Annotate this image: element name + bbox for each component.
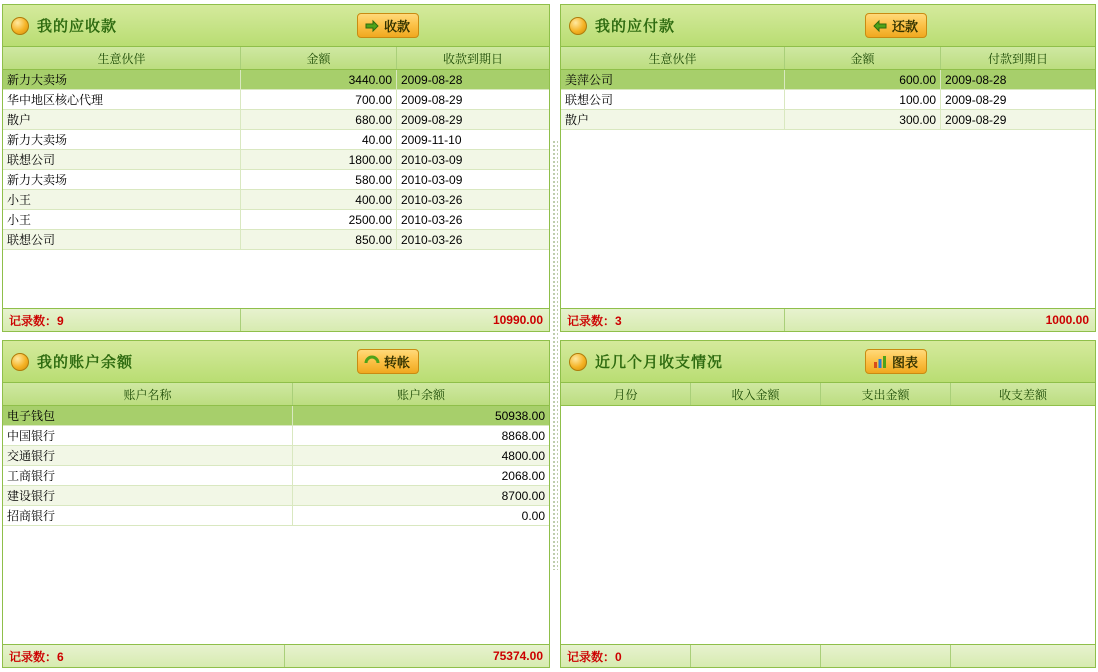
- payables-count: 记录数：3: [561, 309, 785, 331]
- collect-payment-label: 收款: [383, 19, 410, 34]
- cell-amount: 850.00: [241, 230, 397, 249]
- cell-amount: 3440.00: [241, 70, 397, 89]
- accounts-count: 记录数：6: [3, 645, 285, 667]
- table-row[interactable]: [3, 150, 549, 170]
- col-amount: 金额: [241, 47, 397, 69]
- cell-amount: 680.00: [241, 110, 397, 129]
- table-row[interactable]: [3, 170, 549, 190]
- bullet-icon: [11, 17, 29, 35]
- cell-balance: 0.00: [521, 508, 545, 523]
- accounts-table-header: [3, 383, 549, 406]
- cell-balance: 8700.00: [501, 488, 545, 503]
- receivables-panel: [2, 4, 550, 332]
- accounts-footer: [3, 644, 549, 667]
- cell-name: 工商银行: [3, 466, 293, 485]
- bar-chart-icon: [872, 354, 888, 370]
- monthly-table-body[interactable]: [561, 406, 1095, 644]
- col-due-date: 收款到期日: [442, 51, 503, 66]
- cell-partner: 散户: [3, 110, 241, 129]
- cell-date: 2009-08-28: [945, 72, 1007, 87]
- table-row[interactable]: [3, 446, 549, 466]
- monthly-footer-income: [691, 645, 821, 667]
- table-row[interactable]: [561, 70, 1095, 90]
- cell-partner: 联想公司: [561, 90, 785, 109]
- bullet-icon: [569, 353, 587, 371]
- cell-partner: 联想公司: [3, 230, 241, 249]
- cell-amount: 700.00: [241, 90, 397, 109]
- table-row[interactable]: [3, 506, 549, 526]
- cell-name: 交通银行: [3, 446, 293, 465]
- cell-balance: 8868.00: [501, 428, 545, 443]
- repay-label: 还款: [891, 19, 918, 34]
- col-account-name: 账户名称: [3, 383, 293, 405]
- cell-name: 招商银行: [3, 506, 293, 525]
- panel-divider: [552, 140, 558, 570]
- payables-footer: [561, 308, 1095, 331]
- cell-partner: 散户: [561, 110, 785, 129]
- col-partner: 生意伙伴: [561, 47, 785, 69]
- col-account-balance: 账户余额: [396, 387, 445, 402]
- col-amount: 金额: [785, 47, 941, 69]
- transfer-button[interactable]: [357, 349, 419, 374]
- cell-date: 2010-03-09: [401, 152, 463, 167]
- cell-name: 中国银行: [3, 426, 293, 445]
- cell-amount: 100.00: [785, 90, 941, 109]
- cell-partner: 新力大卖场: [3, 70, 241, 89]
- receivables-total: 10990.00: [492, 313, 543, 327]
- arrow-left-icon: [872, 18, 888, 34]
- collect-payment-button[interactable]: [357, 13, 419, 38]
- arrow-right-icon: [364, 18, 380, 34]
- payables-panel: [560, 4, 1096, 332]
- receivables-table-header: [3, 47, 549, 70]
- monthly-title: 近几个月收支情况: [595, 354, 724, 371]
- cell-partner: 小王: [3, 190, 241, 209]
- payables-title: 我的应付款: [595, 18, 676, 35]
- table-row[interactable]: [3, 426, 549, 446]
- cell-date: 2010-03-26: [401, 212, 463, 227]
- cell-balance: 2068.00: [501, 468, 545, 483]
- cell-partner: 小王: [3, 210, 241, 229]
- payables-table-body[interactable]: [561, 70, 1095, 308]
- payables-total: 1000.00: [1045, 313, 1089, 327]
- monthly-footer-balance: [951, 645, 1095, 667]
- accounts-table-body[interactable]: [3, 406, 549, 644]
- table-row[interactable]: [3, 190, 549, 210]
- cell-date: 2009-08-29: [401, 92, 463, 107]
- table-row[interactable]: [561, 110, 1095, 130]
- col-month: 月份: [561, 383, 691, 405]
- table-row[interactable]: [3, 486, 549, 506]
- cell-partner: 美萍公司: [561, 70, 785, 89]
- monthly-footer: [561, 644, 1095, 667]
- chart-button[interactable]: [865, 349, 927, 374]
- cell-amount: 2500.00: [241, 210, 397, 229]
- monthly-count: 记录数：0: [561, 645, 691, 667]
- bullet-icon: [569, 17, 587, 35]
- cell-name: 建设银行: [3, 486, 293, 505]
- cell-amount: 580.00: [241, 170, 397, 189]
- monthly-panel: [560, 340, 1096, 668]
- payables-header: [561, 5, 1095, 47]
- cell-amount: 400.00: [241, 190, 397, 209]
- cell-amount: 300.00: [785, 110, 941, 129]
- monthly-header: [561, 341, 1095, 383]
- cell-balance: 4800.00: [501, 448, 545, 463]
- col-income: 收入金额: [691, 383, 821, 405]
- monthly-footer-expense: [821, 645, 951, 667]
- repay-button[interactable]: [865, 13, 927, 38]
- table-row[interactable]: [3, 210, 549, 230]
- cell-partner: 联想公司: [3, 150, 241, 169]
- table-row[interactable]: [3, 230, 549, 250]
- accounts-panel: [2, 340, 550, 668]
- cell-amount: 600.00: [785, 70, 941, 89]
- cell-name: 电子钱包: [3, 406, 293, 425]
- cell-balance: 50938.00: [494, 408, 545, 423]
- chart-label: 图表: [891, 355, 918, 370]
- receivables-title: 我的应收款: [37, 18, 118, 35]
- table-row[interactable]: [3, 70, 549, 90]
- cell-partner: 新力大卖场: [3, 170, 241, 189]
- bullet-icon: [11, 353, 29, 371]
- table-row[interactable]: [561, 90, 1095, 110]
- receivables-footer: [3, 308, 549, 331]
- cell-amount: 40.00: [241, 130, 397, 149]
- transfer-icon: [364, 354, 380, 370]
- table-row[interactable]: [3, 130, 549, 150]
- table-row[interactable]: [3, 110, 549, 130]
- monthly-table-header: [561, 383, 1095, 406]
- cell-date: 2009-08-28: [401, 72, 463, 87]
- col-expense: 支出金额: [821, 383, 951, 405]
- cell-partner: 华中地区核心代理: [3, 90, 241, 109]
- accounts-title: 我的账户余额: [37, 354, 134, 371]
- table-row[interactable]: [3, 466, 549, 486]
- payables-table-header: [561, 47, 1095, 70]
- cell-date: 2010-03-09: [401, 172, 463, 187]
- cell-date: 2009-08-29: [945, 92, 1007, 107]
- transfer-label: 转帐: [383, 355, 410, 370]
- col-balance: 收支差额: [998, 387, 1047, 402]
- col-partner: 生意伙伴: [3, 47, 241, 69]
- col-due-date: 付款到期日: [987, 51, 1048, 66]
- accounts-total: 75374.00: [492, 649, 543, 663]
- cell-date: 2009-08-29: [945, 112, 1007, 127]
- table-row[interactable]: [3, 406, 549, 426]
- receivables-header: [3, 5, 549, 47]
- cell-date: 2010-03-26: [401, 192, 463, 207]
- cell-date: 2010-03-26: [401, 232, 463, 247]
- cell-amount: 1800.00: [241, 150, 397, 169]
- cell-partner: 新力大卖场: [3, 130, 241, 149]
- cell-date: 2009-08-29: [401, 112, 463, 127]
- receivables-count: 记录数：9: [3, 309, 241, 331]
- accounts-header: [3, 341, 549, 383]
- cell-date: 2009-11-10: [401, 132, 462, 147]
- table-row[interactable]: [3, 90, 549, 110]
- receivables-table-body[interactable]: [3, 70, 549, 308]
